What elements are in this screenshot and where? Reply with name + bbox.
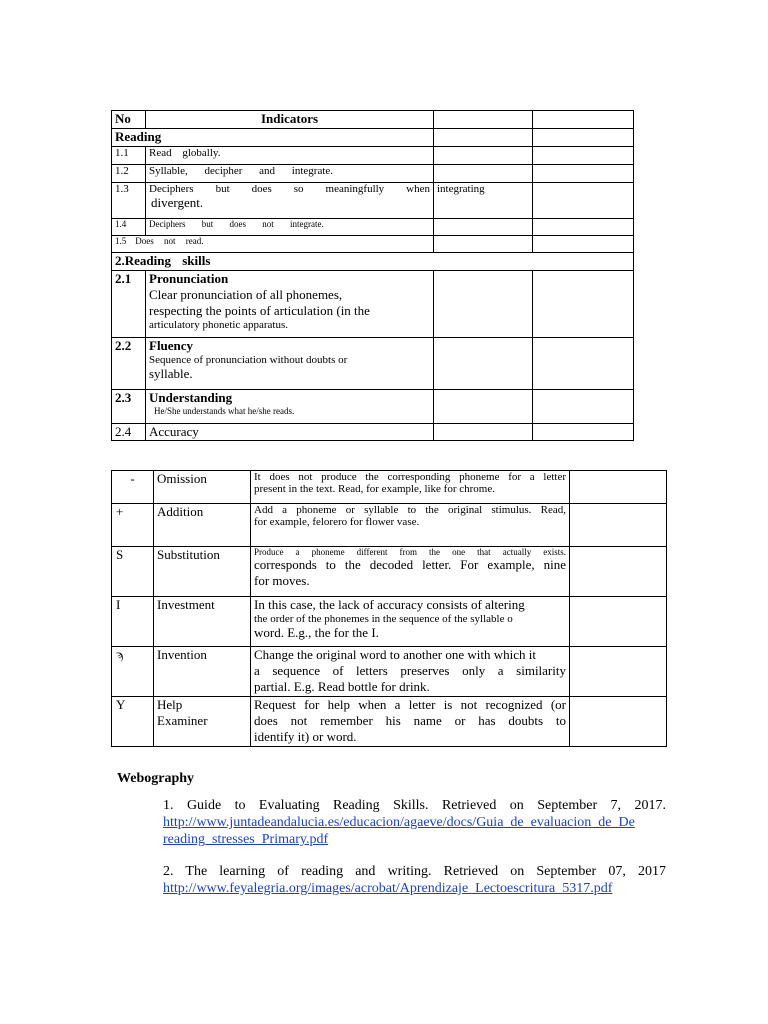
section-heading-reading: Reading [112,129,434,147]
error-description [251,647,570,697]
table-row [112,271,634,338]
description-line: Change the original word to another one with which it [254,647,536,662]
empty-cell [533,147,634,165]
table-row [112,471,667,504]
webography-title: Webography [117,771,195,786]
reference-item [163,797,666,848]
description-line: partial. E.g. Read bottle for drink. [254,679,430,694]
empty-cell [434,111,533,129]
description-line: identify it) or word. [254,729,357,744]
error-description [251,471,570,504]
reference-text: 1. Guide to Evaluating Reading Skills. Retrieved on September 7, 2017. [163,798,666,813]
error-symbol: I [112,597,154,647]
error-description [251,697,570,747]
row-number: 1.5 [115,236,127,246]
indicator-title: Pronunciation [149,271,229,286]
indicator-text [146,147,434,165]
table-row [112,236,634,253]
empty-cell [434,147,533,165]
description-line: It does not produce the corresponding phoneme for a letter [254,471,566,483]
indicator-line: respecting the points of articulation (in the [149,303,370,318]
error-symbol: S [112,547,154,597]
error-name: Invention [154,647,251,697]
description-line: word. E.g., the for the I. [254,625,379,640]
error-name: Investment [154,597,251,647]
empty-cell [570,697,667,747]
empty-cell [533,271,634,338]
table-header-row [112,111,634,129]
indicator-line: Syllable, decipher and integrate. [149,165,334,177]
empty-cell [434,338,533,390]
empty-cell [570,504,667,547]
error-name [154,697,251,747]
indicator-line: Does not read. [135,236,204,246]
empty-cell [533,129,634,147]
error-name-line: Help [157,697,183,712]
section-row-reading [112,129,634,147]
indicator-line: Read globally. [149,147,221,159]
error-name: Addition [154,504,251,547]
empty-cell [434,390,533,424]
description-line: In this case, the lack of accuracy consists of altering [254,597,525,612]
empty-cell [434,236,533,253]
section-heading-skills: 2.Reading skills [112,253,634,271]
description-line: does not remember his name or has doubts to [254,713,566,728]
row-number: 2.4 [112,424,146,441]
indicator-line: Deciphers but does so meaningfully when [149,183,430,195]
indicator-text [146,271,434,338]
indicator-text [146,165,434,183]
table-row [112,597,667,647]
empty-cell [533,236,634,253]
empty-cell [434,129,533,147]
row-number: 1.4 [112,219,146,236]
empty-cell [533,165,634,183]
table-row [112,697,667,747]
error-symbol: - [112,471,154,504]
table-row [112,147,634,165]
indicator-line: syllable. [149,366,193,381]
error-symbol: Y [112,697,154,747]
reference-link[interactable]: http://www.feyalegria.org/images/acrobat/Aprendizaje_Lectoescritura_5317.pdf [163,881,613,896]
empty-cell [570,647,667,697]
indicator-text [146,338,434,390]
row-number: 2.1 [112,271,146,338]
error-description [251,597,570,647]
empty-cell [570,597,667,647]
table-row [112,390,634,424]
description-line: a sequence of letters preserves only a similarity [254,663,566,678]
table-row [112,547,667,597]
row-number: 1.1 [112,147,146,165]
description-line: for example, felorero for flower vase. [254,516,420,528]
empty-cell [570,547,667,597]
description-line: the order of the phonemes in the sequence of the syllable o [254,613,513,625]
row-number: 1.2 [112,165,146,183]
table-row [112,183,634,219]
indicator-title: Understanding [149,390,233,405]
indicator-line: Sequence of pronunciation without doubts or [149,354,348,366]
indicator-line: Clear pronunciation of all phonemes, [149,287,343,302]
indicator-continuation: integrating [434,183,533,219]
indicator-line: He/She understands what he/she reads. [154,406,295,416]
description-line: for moves. [254,573,310,588]
table-row [112,219,634,236]
error-symbol: + [112,504,154,547]
empty-cell [570,471,667,504]
error-name: Substitution [154,547,251,597]
row-number: 1.3 [112,183,146,219]
indicator-title: Fluency [149,338,194,353]
description-line: present in the text. Read, for example, like for chrome. [254,483,495,495]
reference-item [163,863,666,897]
error-name: Omission [154,471,251,504]
description-line: Request for help when a letter is not recognized (or [254,697,566,712]
indicators-table [111,110,634,441]
empty-cell [434,219,533,236]
row-number: 2.3 [112,390,146,424]
description-line: corresponds to the decoded letter. For example, nine [254,557,566,572]
indicator-line: articulatory phonetic apparatus. [149,319,288,331]
description-line: Produce a phoneme different from the one that actually exists. [254,547,566,557]
indicator-text [146,183,434,219]
row-number: 2.2 [112,338,146,390]
empty-cell [434,165,533,183]
header-indicators: Indicators [146,111,434,129]
error-name-line: Examiner [157,713,208,728]
indicator-text [146,219,434,236]
empty-cell [533,219,634,236]
empty-cell [434,271,533,338]
empty-cell [533,111,634,129]
indicator-line: Deciphers but does not integrate. [149,219,324,229]
empty-cell [533,424,634,441]
error-types-table [111,470,667,747]
empty-cell [533,338,634,390]
header-no: No [112,111,146,129]
table-row [112,165,634,183]
error-description [251,547,570,597]
empty-cell [434,424,533,441]
reference-text: 2. The learning of reading and writing. Retrieved on September 07, 2017 [163,864,666,879]
description-line: Add a phoneme or syllable to the original stimulus. Read, [254,504,566,516]
section-row-skills [112,253,634,271]
empty-cell [533,390,634,424]
error-symbol: ϡ [112,647,154,697]
table-row [112,504,667,547]
indicator-text [112,236,434,253]
indicator-text [146,390,434,424]
reference-link[interactable]: http://www.juntadeandalucia.es/educacion/agaeve/docs/Guia_de_evaluacion_de_De [163,815,635,830]
indicator-line: divergent. [151,195,204,210]
indicator-title: Accuracy [146,424,434,441]
empty-cell [533,183,634,219]
table-row [112,424,634,441]
error-description [251,504,570,547]
table-row [112,338,634,390]
table-row [112,647,667,697]
reference-link[interactable]: reading_stresses_Primary.pdf [163,832,329,847]
